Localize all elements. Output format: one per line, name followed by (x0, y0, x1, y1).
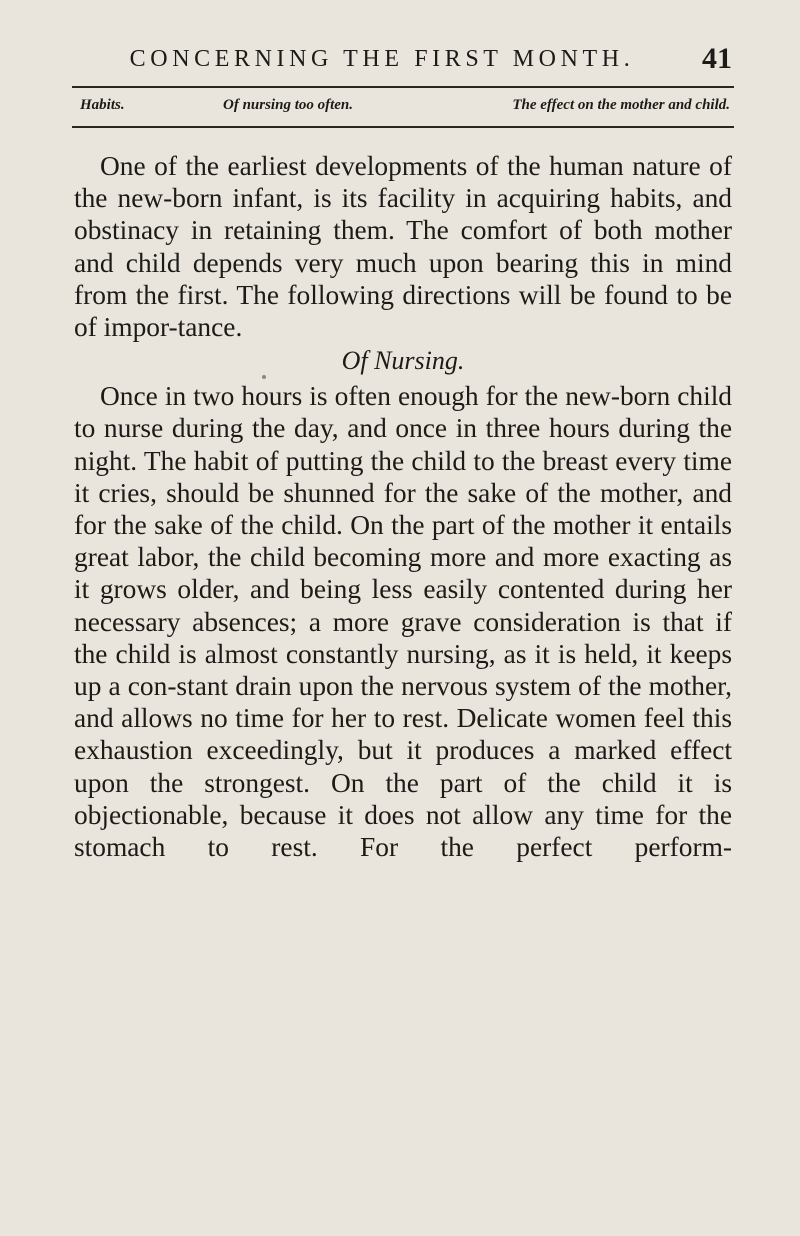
page-number: 41 (702, 42, 732, 75)
marginal-note-nursing-too-often: Of nursing too often. (223, 97, 354, 113)
paragraph-nursing: Once in two hours is often enough for the new-born child to nurse during the day, and once in three hours during the night. The habit of putting the child to the breast every time it cries, should be shunned for the sake of the mother, and for the sake of the child. On the part of the mother it entails great labor, the child becoming more and more exacting as it grows older, and being less easily contented during her necessary absences; a more grave consideration is that if the child is almost constantly nursing, as it is held, it keeps up a con-stant drain upon the nervous system of the mother, and allows no time for her to rest. Delicate women feel this exhaustion exceedingly, but it produces a marked effect upon the strongest. On the part of the child it is objectionable, because it does not allow any time for the stomach to rest. For the perfect perform- (74, 381, 732, 863)
header-rule-top (72, 86, 734, 88)
marginal-note-habits: Habits. (80, 97, 125, 113)
paragraph-habits: One of the earliest developments of the human nature of the new-born infant, is its facility in acquiring habits, and obstinacy in retaining them. The comfort of both mother and child depends very much upon bearing this in mind from the first. The following directions will be found to be of impor-tance. (74, 151, 732, 343)
body-text (74, 150, 732, 863)
marginal-notes (80, 97, 730, 121)
header-rule-bottom (72, 126, 734, 128)
running-title: CONCERNING THE FIRST MONTH. (129, 46, 635, 72)
ink-speck (262, 375, 266, 379)
running-head (72, 40, 732, 84)
marginal-note-effect: The effect on the mother and child. (512, 97, 730, 113)
section-heading-of-nursing: Of Nursing. (341, 346, 465, 376)
